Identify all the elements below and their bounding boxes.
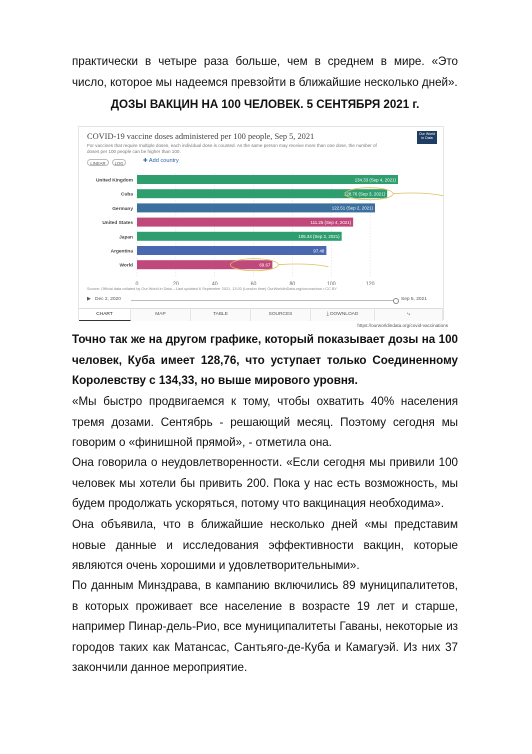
x-tick-label: 20 [172, 281, 179, 285]
x-tick-label: 80 [289, 281, 296, 285]
category-label: United Kingdom [95, 178, 133, 184]
category-label: United States [102, 221, 133, 227]
timeline-end: Sep 5, 2021 [401, 297, 427, 302]
timeline-play-icon[interactable]: ▶ [87, 297, 91, 302]
value-label: 122.51 (Sep 2, 2021) [331, 205, 374, 211]
owid-logo: Our World in Data [417, 131, 437, 144]
value-label: 134.33 (Sep 4, 2021) [354, 177, 396, 183]
chart-source: Source: Official data collated by Our World in Data – Last updated 6 September 2021, 13:20 (London time) OurWorldInData.org/coronavirus • CC BY [87, 287, 337, 291]
paragraph-5: По данным Минздрава, в кампанию включились 89 муниципалитетов, в которых проживает все население в возрасте 19 лет и старше, например Пинар-дель-Рио, все муниципалитеты Гаваны, некоторые из городов таких как Матансас, Сантьяго-де-Куба и Камагуэй. Из них 37 закончили данное мероприятие. [72, 579, 458, 674]
x-tick-label: 60 [250, 281, 257, 285]
paragraph-top: практически в четыре раза больше, чем в среднем в мире. «Это число, которое мы надеемся превзойти в ближайшие несколько дней». [72, 55, 458, 89]
tab-sources[interactable]: SOURCES [251, 309, 311, 321]
category-label: Cuba [121, 192, 133, 198]
paragraph-bold: Точно так же на другом графике, который показывает дозы на 100 человек, Куба имеет 128,76, что уступает только Соединенному Королевству с 134,33, но выше мирового уровня. [72, 333, 458, 387]
x-tick-label: 40 [211, 281, 218, 285]
value-label: 97.48 [313, 248, 325, 254]
category-label: Japan [119, 235, 133, 241]
bar-chart [79, 167, 443, 285]
timeline-handle[interactable] [393, 298, 399, 304]
chart-subtitle: For vaccines that require multiple doses, each individual dose is counted. As the same person may receive more than one dose, the number of doses per 100 people can be higher than 100. [87, 143, 377, 154]
paragraph-2: «Мы быстро продвигаемся к тому, чтобы охватить 40% населения тремя дозами. Сентябрь - решающий месяц. Поэтому сегодня мы говорим о «финишной прямой», - отметила она. [72, 395, 458, 449]
highlight-tail [393, 193, 443, 196]
tab-table[interactable]: TABLE [191, 309, 251, 321]
x-tick-label: 0 [135, 281, 139, 285]
highlight-tail [278, 264, 328, 267]
category-label: Argentina [110, 249, 133, 255]
timeline-start: Dec 2, 2020 [95, 297, 121, 302]
add-country-button[interactable]: ✚ Add country [143, 158, 179, 164]
bar [137, 246, 326, 255]
section-heading: ДОЗЫ ВАКЦИН НА 100 ЧЕЛОВЕК. 5 СЕНТЯБРЯ 2021 г. [110, 98, 420, 111]
tab-chart[interactable]: CHART [79, 309, 131, 321]
tab-map[interactable]: MAP [131, 309, 191, 321]
value-label: 128.76 (Sep 3, 2021) [343, 191, 386, 197]
log-toggle[interactable]: LOG [112, 159, 126, 166]
tab-download[interactable]: ⤓ DOWNLOAD [311, 309, 375, 321]
chart-figure [78, 126, 444, 320]
paragraph-4: Она объявила, что в ближайшие несколько дней «мы представим новые данные и исследования эффективности вакцин, которые являются очень хорошими и удовлетворительными». [72, 518, 458, 572]
x-tick-label: 100 [326, 281, 336, 285]
bar [137, 260, 272, 269]
paragraph-3: Она говорила о неудовлетворенности. «Если сегодня мы привили 100 человек мы хотели бы привить 200. Пока у нас есть возможность, мы будем продолжать ускоряться, потому что вакцинация необходима». [72, 456, 458, 510]
share-icon[interactable]: ⤷ [375, 309, 443, 321]
chart-title: COVID-19 vaccine doses administered per 100 people, Sep 5, 2021 [87, 132, 315, 141]
value-label: 69.67 [259, 262, 271, 268]
value-label: 105.34 (Sep 2, 2021) [298, 234, 340, 240]
timeline-slider[interactable] [87, 297, 437, 305]
timeline-track[interactable] [131, 300, 397, 301]
category-label: World [119, 263, 133, 269]
figure-credit: https://ourworldindata.org/covid-vaccinations [357, 323, 448, 328]
category-label: Germany [112, 206, 133, 212]
linear-toggle[interactable]: LINEAR [87, 159, 109, 166]
chart-tabbar [79, 308, 443, 321]
x-tick-label: 120 [365, 281, 375, 285]
value-label: 111.25 (Sep 4, 2021) [310, 219, 352, 225]
